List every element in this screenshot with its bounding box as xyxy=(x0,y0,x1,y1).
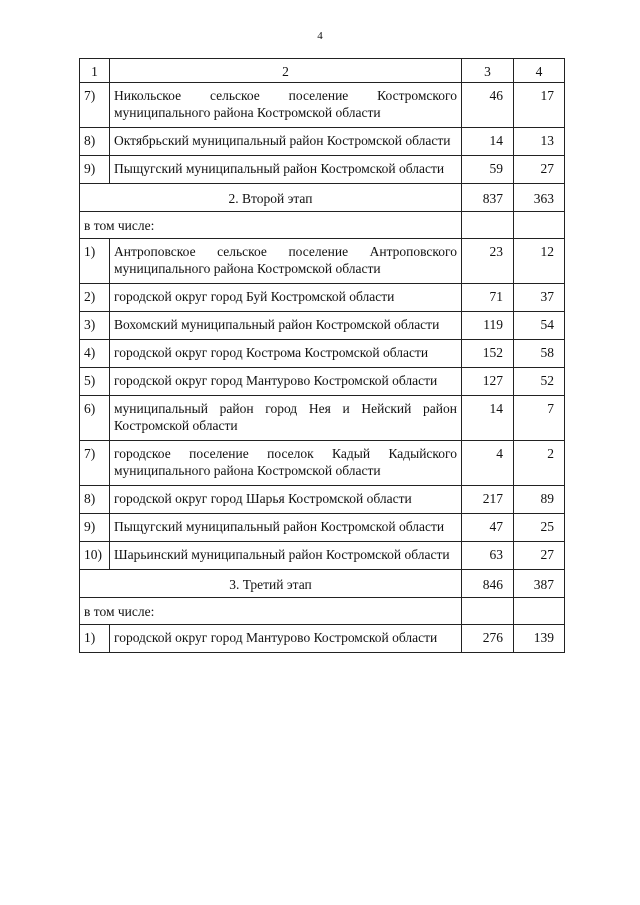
row-number: 10) xyxy=(80,542,110,570)
row-value-col3: 23 xyxy=(462,239,514,284)
table-row xyxy=(80,542,565,570)
row-name: городской округ город Шарья Костромской области xyxy=(110,486,462,514)
row-value-col3: 276 xyxy=(462,625,514,653)
stage-title: 3. Третий этап xyxy=(80,570,462,598)
row-value-col3: 59 xyxy=(462,156,514,184)
column-header: 1 xyxy=(80,59,110,83)
row-value-col4: 52 xyxy=(514,368,565,396)
row-value-col4: 37 xyxy=(514,284,565,312)
row-number: 1) xyxy=(80,625,110,653)
row-value-col4: 27 xyxy=(514,542,565,570)
row-value-col4: 2 xyxy=(514,441,565,486)
subheading-label: в том числе: xyxy=(80,598,462,625)
row-value-col3: 152 xyxy=(462,340,514,368)
table-row xyxy=(80,83,565,128)
row-value-col3: 63 xyxy=(462,542,514,570)
table-row xyxy=(80,340,565,368)
row-value-col4: 7 xyxy=(514,396,565,441)
row-value-col4: 25 xyxy=(514,514,565,542)
stage-row xyxy=(80,570,565,598)
table-row xyxy=(80,284,565,312)
row-value-col3: 119 xyxy=(462,312,514,340)
row-value-col4: 58 xyxy=(514,340,565,368)
row-number: 9) xyxy=(80,156,110,184)
row-value-col4: 54 xyxy=(514,312,565,340)
row-number: 8) xyxy=(80,486,110,514)
row-number: 1) xyxy=(80,239,110,284)
row-value-col3: 71 xyxy=(462,284,514,312)
row-number: 5) xyxy=(80,368,110,396)
row-value-col4: 12 xyxy=(514,239,565,284)
table-row xyxy=(80,441,565,486)
row-value-col3: 47 xyxy=(462,514,514,542)
row-number: 8) xyxy=(80,128,110,156)
row-name: Пыщугский муниципальный район Костромской области xyxy=(110,514,462,542)
row-name: Никольское сельское поселение Костромского муниципального района Костромской области xyxy=(110,83,462,128)
row-name: Шарьинский муниципальный район Костромской области xyxy=(110,542,462,570)
empty-cell xyxy=(514,212,565,239)
row-name: Вохомский муниципальный район Костромской области xyxy=(110,312,462,340)
row-number: 4) xyxy=(80,340,110,368)
row-value-col4: 17 xyxy=(514,83,565,128)
table-row xyxy=(80,156,565,184)
row-name: Октябрьский муниципальный район Костромской области xyxy=(110,128,462,156)
row-number: 7) xyxy=(80,441,110,486)
column-header: 3 xyxy=(462,59,514,83)
row-name: Антроповское сельское поселение Антроповского муниципального района Костромской области xyxy=(110,239,462,284)
row-value-col4: 27 xyxy=(514,156,565,184)
row-value-col3: 4 xyxy=(462,441,514,486)
stage-title: 2. Второй этап xyxy=(80,184,462,212)
empty-cell xyxy=(462,212,514,239)
row-name: городской округ город Мантурово Костромской области xyxy=(110,368,462,396)
row-name: городской округ город Кострома Костромской области xyxy=(110,340,462,368)
row-number: 9) xyxy=(80,514,110,542)
row-name: муниципальный район город Нея и Нейский район Костромской области xyxy=(110,396,462,441)
row-number: 3) xyxy=(80,312,110,340)
row-value-col3: 14 xyxy=(462,396,514,441)
row-number: 6) xyxy=(80,396,110,441)
table-row xyxy=(80,396,565,441)
row-value-col3: 217 xyxy=(462,486,514,514)
stage-row xyxy=(80,184,565,212)
table-row xyxy=(80,239,565,284)
subheading-row xyxy=(80,598,565,625)
table-row xyxy=(80,514,565,542)
row-value-col3: 46 xyxy=(462,83,514,128)
row-value-col4: 139 xyxy=(514,625,565,653)
stage-value-col4: 387 xyxy=(514,570,565,598)
allocation-table xyxy=(79,58,565,653)
stage-value-col4: 363 xyxy=(514,184,565,212)
page-number: 4 xyxy=(317,30,323,42)
row-name: Пыщугский муниципальный район Костромской области xyxy=(110,156,462,184)
row-number: 7) xyxy=(80,83,110,128)
column-header: 2 xyxy=(110,59,462,83)
row-number: 2) xyxy=(80,284,110,312)
table-row xyxy=(80,486,565,514)
empty-cell xyxy=(462,598,514,625)
table-row xyxy=(80,312,565,340)
subheading-label: в том числе: xyxy=(80,212,462,239)
row-name: городское поселение поселок Кадый Кадыйского муниципального района Костромской области xyxy=(110,441,462,486)
row-name: городской округ город Буй Костромской области xyxy=(110,284,462,312)
stage-value-col3: 846 xyxy=(462,570,514,598)
table-row xyxy=(80,368,565,396)
table-row xyxy=(80,625,565,653)
row-value-col4: 13 xyxy=(514,128,565,156)
table-row xyxy=(80,128,565,156)
column-header: 4 xyxy=(514,59,565,83)
stage-value-col3: 837 xyxy=(462,184,514,212)
row-value-col3: 127 xyxy=(462,368,514,396)
row-value-col3: 14 xyxy=(462,128,514,156)
table-header-row xyxy=(80,59,565,83)
subheading-row xyxy=(80,212,565,239)
row-name: городской округ город Мантурово Костромской области xyxy=(110,625,462,653)
row-value-col4: 89 xyxy=(514,486,565,514)
empty-cell xyxy=(514,598,565,625)
